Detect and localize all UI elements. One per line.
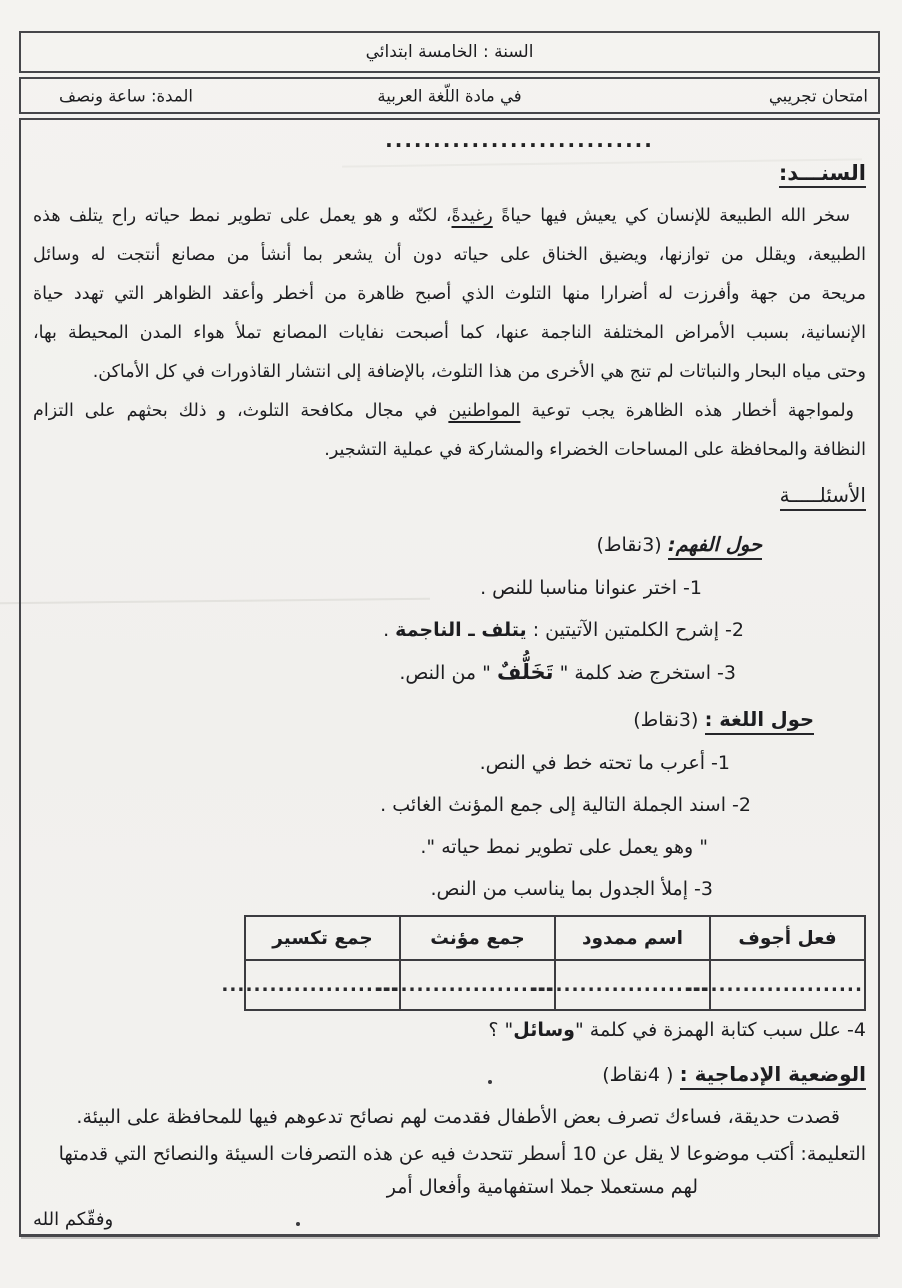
question-text: " من النص. — [399, 662, 497, 684]
passage-segment: في مجال مكافحة التلوث، و ذلك بحثهم على التزام — [33, 401, 449, 421]
table-answer-row — [245, 960, 865, 1010]
exam-duration: المدة: ساعة ونصف — [59, 86, 193, 105]
questions-heading: الأسئلـــــة — [780, 483, 866, 511]
question-text: 4- علل سبب كتابة الهمزة في كلمة " — [574, 1019, 866, 1041]
passage-line — [33, 431, 866, 470]
passage-line — [33, 236, 866, 275]
question-text: . — [383, 619, 396, 641]
title-dots: ............................ — [385, 128, 654, 152]
comprehension-points: (3نقاط) — [596, 534, 662, 556]
integration-situation: قصدت حديقة، فساءك تصرف بعض الأطفال فقدمت لهم نصائح تدعوهم فيها للمحافظة على البيئة. — [76, 1106, 840, 1128]
question-text: 3- استخرج ضد كلمة " — [553, 662, 736, 684]
passage-segment: الطبيعة، ويقلل من توازنها، ويضيق الخناق على حياته دون أن يشعر بما أنشأ من مصانع أنتجت له وسائل — [33, 245, 866, 265]
table-header-cell: فعل أجوف — [710, 916, 865, 960]
closing-blessing: وفقّكم الله — [33, 1209, 114, 1230]
comprehension-q2 — [33, 615, 866, 646]
support-text-heading: السنـــد: — [779, 161, 866, 188]
passage-segment: سخر الله الطبيعة للإنسان كي يعيش فيها حياةً — [492, 206, 850, 226]
support-heading-row — [33, 156, 866, 192]
scan-artifact-dot — [488, 1080, 492, 1084]
language-q1: 1- أعرب ما تحته خط في النص. — [479, 752, 730, 774]
comprehension-heading: حول الفهم: — [668, 533, 762, 560]
grade-line: السنة : الخامسة ابتدائي — [365, 42, 534, 62]
passage-segment: وحتى مياه البحار والنباتات لم تنج هي الأخرى من هذا التلوث، بالإضافة إلى انتشار القاذورات في كل الأماكن. — [92, 362, 866, 382]
language-points: (3نقاط) — [633, 709, 699, 731]
table-answer-cell: ...................... — [555, 960, 710, 1010]
exam-body — [19, 118, 880, 1237]
comprehension-section-heading — [33, 528, 866, 562]
integration-instruction-line1: التعليمة: أكتب موضوعا لا يقل عن 10 أسطر تتحدث فيه عن هذه التصرفات السيئة والنصائح التي قدمتها — [58, 1143, 866, 1165]
passage-segment: مريحة من جهة وأفرزت له أضرارا منها التلوث الذي أصبح ظاهرة من أخطر وأعقد الظواهر التي تهدد حياة — [33, 284, 866, 304]
passage-line — [33, 392, 866, 431]
language-q2: 2- اسند الجملة التالية إلى جمع المؤنث الغائب . — [380, 794, 751, 816]
passage-segment: ولمواجهة أخطار هذه الظاهرة يجب توعية — [520, 401, 854, 421]
comprehension-q1: 1- اختر عنوانا مناسبا للنص . — [480, 577, 702, 599]
passage — [33, 197, 866, 470]
passage-segment: ، لكنّه و هو يعمل على تطوير نمط حياته راح يتلف هذه — [33, 206, 452, 226]
table-answer-cell: ...................... — [400, 960, 555, 1010]
exam-type: امتحان تجريبي — [768, 86, 868, 105]
comprehension-q3 — [33, 657, 866, 689]
passage-segment: الإنسانية، بسبب الأمراض المختلفة الناجمة عنها، كما أصبحت نفايات المصانع تملأ هواء المدن المحيطة بها، — [33, 323, 866, 343]
question-text: " ؟ — [488, 1019, 514, 1041]
scan-artifact-dot — [296, 1222, 300, 1226]
bold-word: تَخَلُّفٌ — [496, 660, 554, 684]
passage-line — [33, 275, 866, 314]
integration-instruction-line2: لهم مستعملا جملا استفهامية وأفعال أمر — [386, 1176, 698, 1198]
underlined-word: رغيدةً — [451, 206, 493, 226]
grammar-fill-table — [221, 915, 866, 1011]
subject-name: في مادة اللّغة العربية — [377, 86, 522, 105]
language-section-heading — [33, 703, 866, 737]
question-text: 2- إشرح الكلمتين الآتيتين : — [526, 619, 744, 641]
table-header-cell: اسم ممدود — [555, 916, 710, 960]
passage-line — [33, 353, 866, 392]
language-heading: حول اللغة : — [705, 708, 814, 735]
language-q2-sentence: " وهو يعمل على تطوير نمط حياته ". — [420, 836, 708, 858]
passage-line — [33, 314, 866, 353]
language-q4 — [33, 1015, 866, 1046]
bold-words: يتلف ـ الناجمة — [395, 619, 527, 641]
table-header-cell: جمع مؤنث — [400, 916, 555, 960]
bold-word: وسائل — [513, 1019, 575, 1041]
integration-section-heading — [33, 1058, 866, 1092]
language-q3: 3- إملأ الجدول بما يناسب من النص. — [430, 878, 713, 900]
header-info-box — [19, 77, 880, 114]
passage-line — [33, 197, 866, 236]
table-header-cell: جمع تكسير — [245, 916, 400, 960]
table-header-row — [245, 916, 865, 960]
underlined-word: المواطنين — [448, 401, 521, 421]
integration-heading: الوضعية الإدماجية : — [680, 1062, 866, 1090]
table-answer-cell: ...................... — [245, 960, 400, 1010]
integration-points: ( 4نقاط) — [602, 1064, 674, 1086]
header-grade-box — [19, 31, 880, 73]
questions-heading-row — [33, 478, 866, 514]
passage-segment: النظافة والمحافظة على المساحات الخضراء والمشاركة في عملية التشجير. — [324, 440, 866, 460]
table-answer-cell: ...................... — [710, 960, 865, 1010]
